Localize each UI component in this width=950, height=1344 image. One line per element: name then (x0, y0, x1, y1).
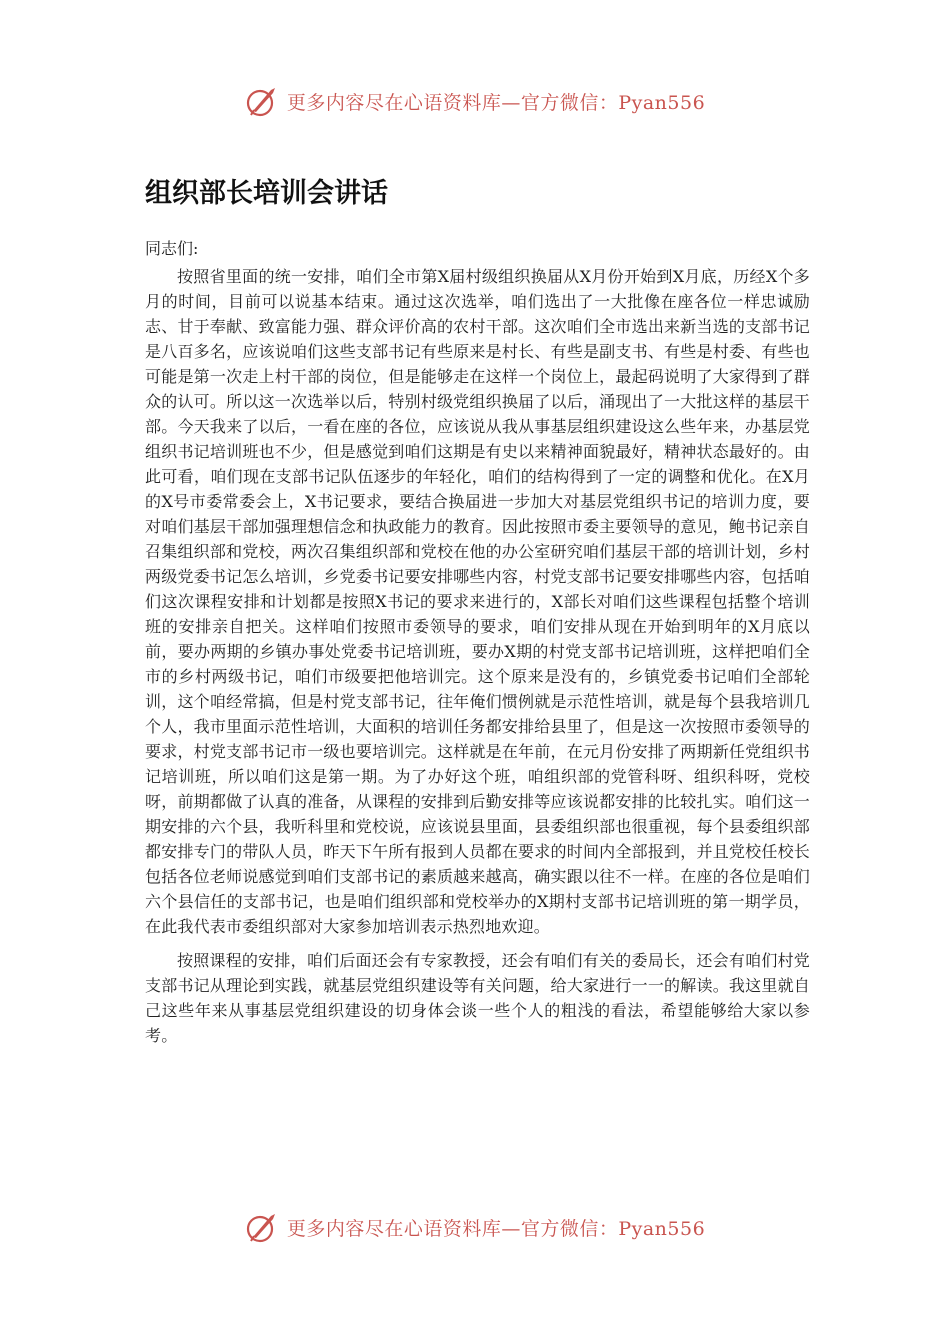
paragraph-1: 按照省里面的统一安排，咱们全市第X届村级组织换届从X月份开始到X月底，历经X个多月的时间，目前可以说基本结束。通过这次选举，咱们选出了一大批像在座各位一样忠诚励志、甘于奉献、致富能力强、群众评价高的农村干部。这次咱们全市选出来新当选的支部书记是八百多名，应该说咱们这些支部书记有些原来是村长、有些是副支书、有些是村委、有些也可能是第一次走上村干部的岗位，但是能够走在这样一个岗位上，最起码说明了大家得到了群众的认可。所以这一次选举以后，特别村级党组织换届了以后，涌现出了一大批这样的基层干部。今天我来了以后，一看在座的各位，应该说从我从事基层组织建设这么些年来，办基层党组织书记培训班也不少，但是感觉到咱们这期是有史以来精神面貌最好，精神状态最好的。由此可看，咱们现在支部书记队伍逐步的年轻化，咱们的结构得到了一定的调整和优化。在X月的X号市委常委会上，X书记要求，要结合换届进一步加大对基层党组织书记的培训力度，要对咱们基层干部加强理想信念和执政能力的教育。因此按照市委主要领导的意见，鲍书记亲自召集组织部和党校，两次召集组织部和党校在他的办公室研究咱们基层干部的培训计划，乡村两级党委书记怎么培训，乡党委书记要安排哪些内容，村党支部书记要安排哪些内容，包括咱们这次课程安排和计划都是按照X书记的要求来进行的，X部长对咱们这些课程包括整个培训班的安排亲自把关。这样咱们按照市委领导的要求，咱们安排从现在开始到明年的X月底以前，要办两期的乡镇办事处党委书记培训班，要办X期的村党支部书记培训班，这样把咱们全市的乡村两级书记，咱们市级要把他培训完。这个原来是没有的，乡镇党委书记咱们全部轮训，这个咱经常搞，但是村党支部书记，往年俺们惯例就是示范性培训，就是每个县我培训几个人，我市里面示范性培训，大面积的培训任务都安排给县里了，但是这一次按照市委领导的要求，村党支部书记市一级也要培训完。这样就是在年前，在元月份安排了两期新任党组织书记培训班，所以咱们这是第一期。为了办好这个班，咱组织部的党管科呀、组织科呀，党校呀，前期都做了认真的准备，从课程的安排到后勤安排等应该说都安排的比较扎实。咱们这一期安排的六个县，我听科里和党校说，应该说县里面，县委组织部也很重视，每个县委组织部都安排专门的带队人员，昨天下午所有报到人员都在要求的时间内全部报到，并且党校任校长包括各位老师说感觉到咱们支部书记的素质越来越高，确实跟以往不一样。在座的各位是咱们六个县信任的支部书记，也是咱们组织部和党校举办的X期村支部书记培训班的第一期学员，在此我代表市委组织部对大家参加培训表示热烈地欢迎。 (145, 267, 810, 936)
pen-quill-logo-icon (245, 1210, 279, 1244)
paragraph-2: 按照课程的安排，咱们后面还会有专家教授，还会有咱们有关的委局长，还会有咱们村党支部书记从理论到实践，就基层党组织建设等有关问题，给大家进行一一的解读。我这里就自己这些年来从事基层党组织建设的切身体会谈一些个人的粗浅的看法，希望能够给大家以参考。 (145, 951, 810, 1045)
document-body (145, 172, 810, 1057)
watermark-text: 更多内容尽在心语资料库—官方微信：Pyan556 (286, 1217, 706, 1240)
footer-watermark (0, 1210, 950, 1244)
header-watermark (0, 84, 950, 118)
document-title: 组织部长培训会讲话 (145, 178, 388, 209)
pen-quill-logo-icon (245, 84, 279, 118)
salutation: 同志们: (145, 239, 199, 258)
watermark-text: 更多内容尽在心语资料库—官方微信：Pyan556 (286, 91, 706, 114)
